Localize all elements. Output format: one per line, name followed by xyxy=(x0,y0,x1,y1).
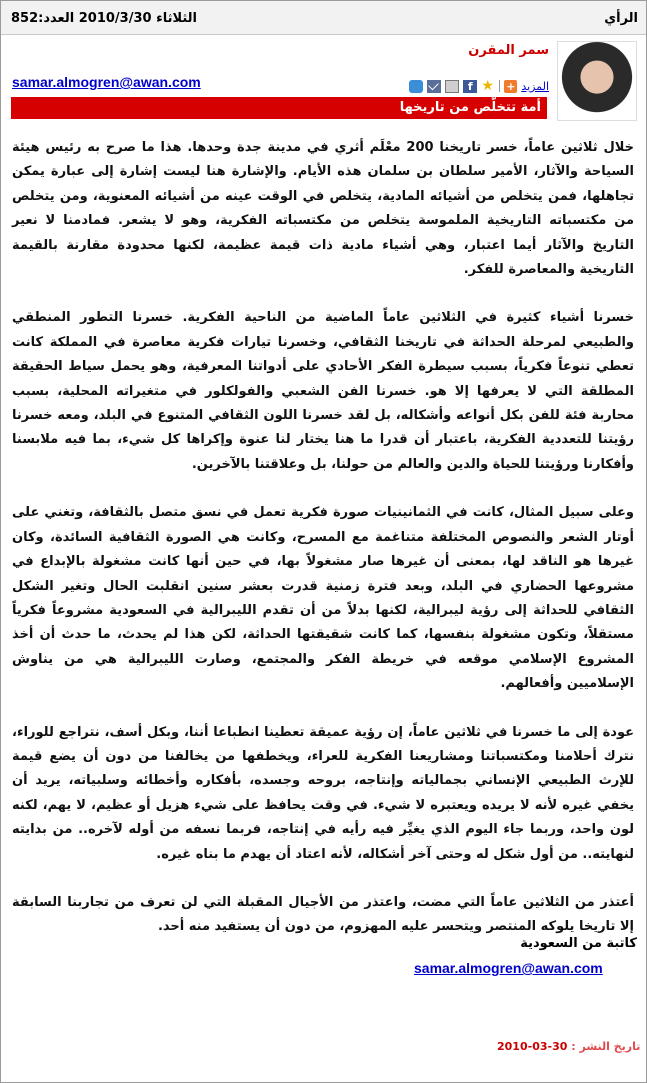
publish-date-value: 30-03-2010 xyxy=(497,1040,568,1053)
print-icon[interactable] xyxy=(445,80,459,93)
plus-icon[interactable]: + xyxy=(506,79,516,93)
article-title-bar xyxy=(11,97,547,119)
share-toolbar xyxy=(409,78,549,94)
issue-info: الثلاثاء 2010/3/30 العدد:852 xyxy=(11,11,198,26)
article-paragraph: خلال ثلاثين عاماً، خسر تاريخنا 200 معْلَم أثري في مدينة جدة وحدها. هذا ما صرح به رئيس هيئة السياحة والآثار، الأمير سلطان بن سلمان هذه الأيام. والإشارة هنا ليست إشارة إلى عبارة يمكن تجاهلها، فمن يتخلص من أشيائه المادية، يتخلص في الوقت عينه من أشيائه المعنوية، ومن يتخلص من مكتسباته التاريخية الملموسة يتخلص من مكتسباته الفكرية، وهو لا يشعر. فمادمنا لا نعير التاريخ والآثار أيما اعتبار، وهي أشياء مادية ذات قيمة عظيمة، لكنها محدودة مقارنة بالقيمة التاريخية والمعاصرة للفكر. xyxy=(12,140,634,278)
star-icon[interactable]: ★ xyxy=(481,77,494,94)
email-icon[interactable] xyxy=(427,80,441,93)
article-paragraph: خسرنا أشياء كثيرة في الثلاثين عاماً الماضية من الناحية الفكرية. خسرنا التطور المنطقي والطبيعي لمرحلة الحداثة في تاريخنا الثقافي، وخسرنا تيارات فكرية معاصرة في المملكة كانت تعطي تنوعاً فكرياً، بسبب سيطرة الفكر الأحادي على أدواتنا المعرفية، وهو يحمل سياط الحقيقة المطلقة التي لا يعرفها إلا هو. خسرنا الفن الشعبي والفولكلور في متغيراته المحلية، بسبب محاربة فئة للفن بكل أنواعه وأشكاله، بل لقد خسرنا اللون الثقافي المتنوع في البلد، ومعه خسرنا رؤيتنا للتعددية الفكرية، باعتبار أن قدرا ما هنا يختار لنا عنوة وإكراها كل شيء، بما فيه ملابسنا وأفكارنا ورؤيتنا للحياة والدين والعالم من حولنا، بل وعلاقتنا بالآخرين. xyxy=(12,310,634,472)
facebook-icon[interactable]: f xyxy=(463,80,477,93)
publish-date xyxy=(497,1040,640,1053)
article-paragraph: أعتذر من الثلاثين عاماً التي مضت، واعتذر من الأجيال المقبلة التي لن تعرف من تجاربنا السابقة إلا تاريخا يلوكه المنتصر ويتحسر عليه المهزوم، من دون أن يستفيد منه أحد. xyxy=(12,894,634,935)
author-email-link-bottom[interactable]: samar.almogren@awan.com xyxy=(414,960,603,976)
article-body xyxy=(12,136,634,964)
section-label[interactable]: الرأي xyxy=(604,11,638,26)
publish-date-label: تاريخ النشر : xyxy=(571,1040,641,1053)
comment-icon[interactable] xyxy=(409,80,423,93)
toolbar-divider xyxy=(499,80,500,92)
article-paragraph: عودة إلى ما خسرنا في ثلاثين عاماً، إن رؤية عميقة تعطينا انطباعا أننا، وبكل أسف، نتراجع للوراء، نترك أحلامنا ومكتسباتنا ومشاريعنا الفكرية للعراء، ويخطفها من يخالفنا من دون أن يضع قيمة للإرث الطبيعي الإنساني بجمالياته وإنتاجه، بروحه وجسده، بأفكاره وأخطائه وسلبياته، يريد أن يخفي غيره لأنه لا يريده ويعتبره لا شيء. في وقت يحافظ على شيء هزيل أو عظيم، لا يهم، لكنه لون واحد، وربما جاء اليوم الذي يغيِّر فيه رأيه في إنتاجه، فربما نسفه من أوله لآخره.. من بدايته لنهايته.. من أول شكل له وحتى آخر أشكاله، لأنه اعتاد أن يهدم ما بناه غيره. xyxy=(12,724,634,862)
author-signature: كاتبة من السعودية xyxy=(520,936,637,951)
author-photo xyxy=(557,41,637,121)
top-bar xyxy=(1,1,646,35)
article-title: أمة تتخلّص من تاريخها xyxy=(399,100,541,115)
author-name[interactable]: سمر المقرن xyxy=(468,43,549,58)
article-paragraph: وعلى سبيل المثال، كانت في الثمانينيات صورة فكرية تعمل في نسق متصل بالثقافة، وتغني على أوتار الشعر والنصوص المختلفة متناغمة مع المسرح، وكانت هي الصورة الثقافية السائدة، وكان غيرها هو الناقد لها، بمعنى أن غيرها صار مشغولاً بها، في حين أنها كانت مشغولة بالإبداع في مشروعها الحضاري في البلد، وبعد فترة زمنية قدرت بعشر سنين انقلبت الحال وتغير الشكل الثقافي للحداثة إلى رؤية ليبرالية، لكنها بدلاً من أن تقدم الليبرالية في السعودية مشروعاً فكرياً مستقلاً، وتكون مشغولة بنفسها، كما كانت شقيقتها الحداثة، لكن هذا لم يحدث، ما حدث أن أخذ المشروع الإسلامي موقعه في خريطة الفكر والمجتمع، وصارت الليبرالية هي من يناوش الإسلاميين وأفعالهم. xyxy=(12,505,634,692)
author-email-link[interactable]: samar.almogren@awan.com xyxy=(12,74,201,90)
more-link[interactable]: المزيد xyxy=(521,79,549,93)
